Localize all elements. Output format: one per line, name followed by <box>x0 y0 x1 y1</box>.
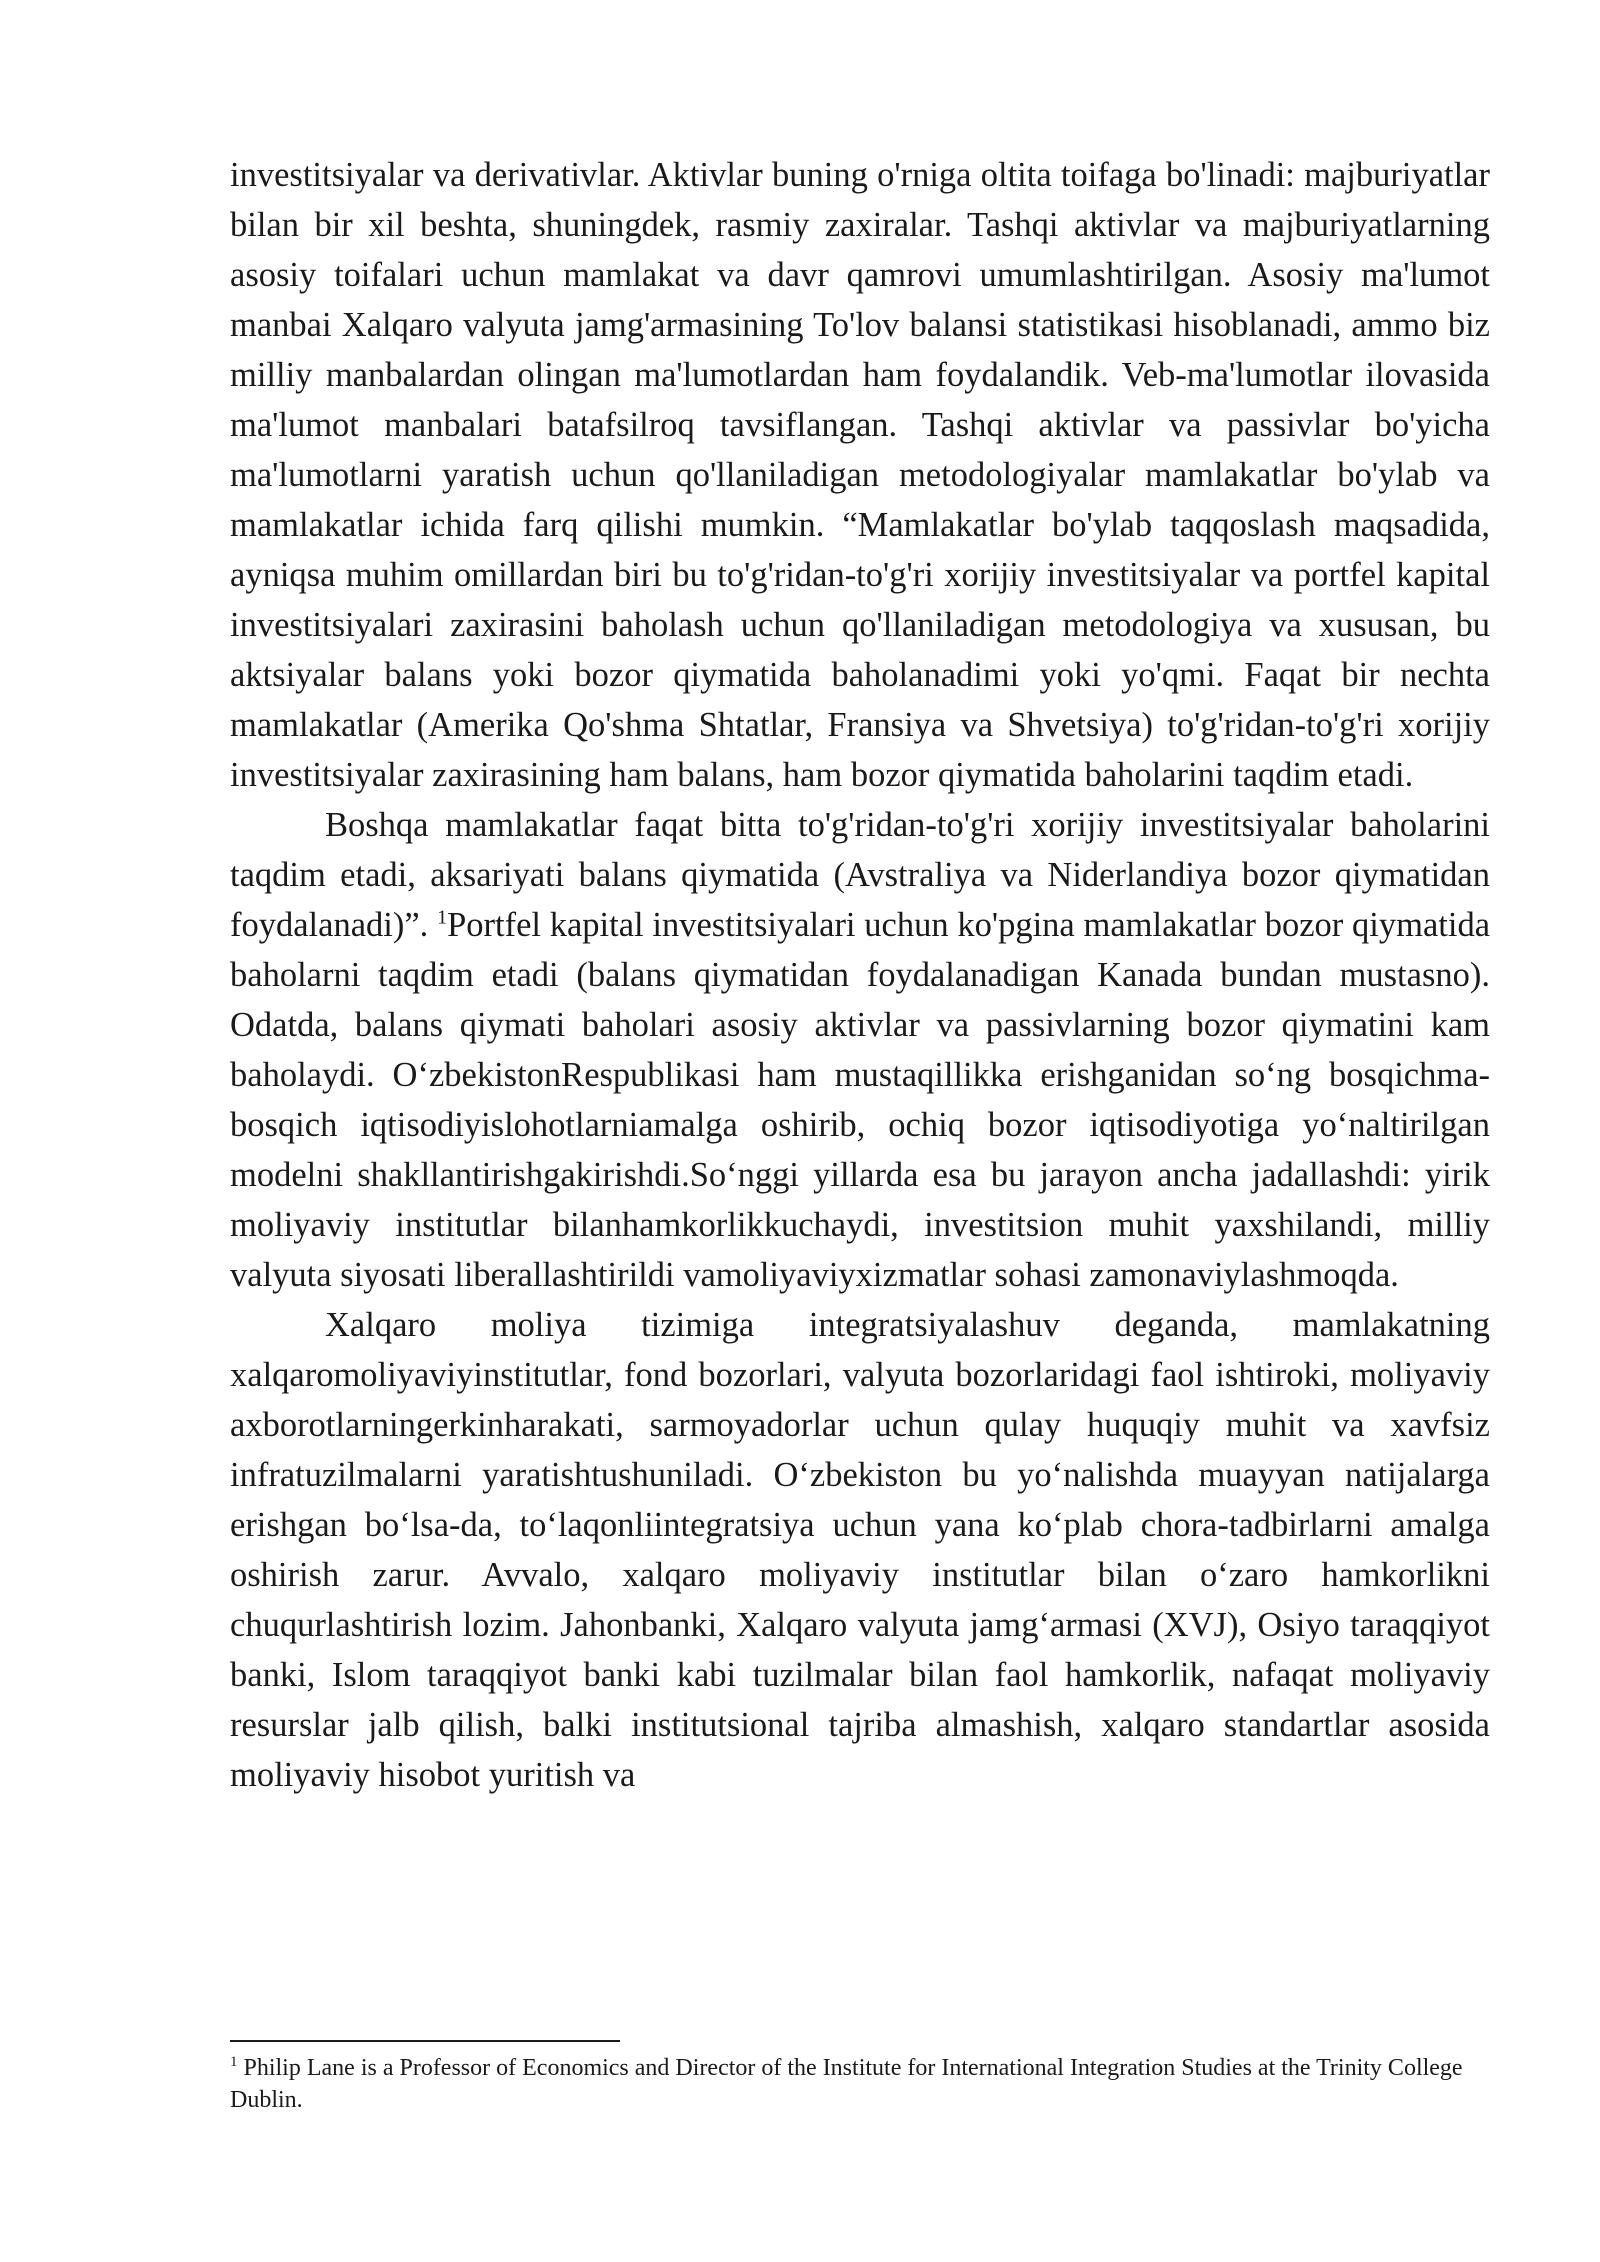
paragraph-2-start: Boshqa mamlakatlar faqat bitta to'g'ridan-to'g'ri xorijiy investitsiyalar baholarini taqdim etadi, aksariyati balans qiymatida (Avstraliya va Niderlandiya bozor qiymatidan foydalanadi)”. <box>230 806 1490 944</box>
footnote-divider <box>230 2040 620 2042</box>
footnote-mark: 1 <box>230 2054 238 2070</box>
body-text <box>230 150 1490 1800</box>
footnote-text: Philip Lane is a Professor of Economics and Director of the Institute for International Integration Studies at the Trinity College Dublin. <box>230 2055 1463 2113</box>
footnote <box>230 2052 1490 2116</box>
paragraph-3: Xalqaro moliya tizimiga integratsiyalashuv deganda, mamlakatning xalqaromoliyaviyinstitutlar, fond bozorlari, valyuta bozorlaridagi faol ishtiroki, moliyaviy axborotlarningerkinharakati, sarmoyadorlar uchun qulay huquqiy muhit va xavfsiz infratuzilmalarni yaratishtushuniladi. O‘zbekiston bu yo‘nalishda muayyan natijalarga erishgan bo‘lsa-da, to‘laqonliintegratsiya uchun yana ko‘plab chora-tadbirlarni amalga oshirish zarur. Avvalo, xalqaro moliyaviy institutlar bilan o‘zaro hamkorlikni chuqurlashtirish lozim. Jahonbanki, Xalqaro valyuta jamg‘armasi (XVJ), Osiyo taraqqiyot banki, Islom taraqqiyot banki kabi tuzilmalar bilan faol hamkorlik, nafaqat moliyaviy resurslar jalb qilish, balki institutsional tajriba almashish, xalqaro standartlar asosida moliyaviy hisobot yuritish va <box>230 1306 1490 1794</box>
footnote-reference[interactable]: 1 <box>437 906 448 929</box>
paragraph-2-rest: Portfel kapital investitsiyalari uchun ko'pgina mamlakatlar bozor qiymatida baholarni taqdim etadi (balans qiymatidan foydalanadigan Kanada bundan mustasno). Odatda, balans qiymati baholari asosiy aktivlar va passivlarning bozor qiymatini kam baholaydi. O‘zbekistonRespublikasi ham mustaqillikka erishganidan so‘ng bosqichma-bosqich iqtisodiyislohotlarniamalga oshirib, ochiq bozor iqtisodiyotiga yo‘naltirilgan modelni shakllantirishgakirishdi.So‘nggi yillarda esa bu jarayon ancha jadallashdi: yirik moliyaviy institutlar bilanhamkorlikkuchaydi, investitsion muhit yaxshilandi, milliy valyuta siyosati liberallashtirildi vamoliyaviyxizmatlar sohasi zamonaviylashmoqda. <box>230 906 1491 1294</box>
paragraph-2 <box>230 800 1490 1300</box>
paragraph-1: investitsiyalar va derivativlar. Aktivlar buning o'rniga oltita toifaga bo'linadi: majburiyatlar bilan bir xil beshta, shuningdek, rasmiy zaxiralar. Tashqi aktivlar va majburiyatlarning asosiy toifalari uchun mamlakat va davr qamrovi umumlashtirilgan. Asosiy ma'lumot manbai Xalqaro valyuta jamg'armasining To'lov balansi statistikasi hisoblanadi, ammo biz milliy manbalardan olingan ma'lumotlardan ham foydalandik. Veb-ma'lumotlar ilovasida ma'lumot manbalari batafsilroq tavsiflangan. Tashqi aktivlar va passivlar bo'yicha ma'lumotlarni yaratish uchun qo'llaniladigan metodologiyalar mamlakatlar bo'ylab va mamlakatlar ichida farq qilishi mumkin. “Mamlakatlar bo'ylab taqqoslash maqsadida, ayniqsa muhim omillardan biri bu to'g'ridan-to'g'ri xorijiy investitsiyalar va portfel kapital investitsiyalari zaxirasini baholash uchun qo'llaniladigan metodologiya va xususan, bu aktsiyalar balans yoki bozor qiymatida baholanadimi yoki yo'qmi. Faqat bir nechta mamlakatlar (Amerika Qo'shma Shtatlar, Fransiya va Shvetsiya) to'g'ridan-to'g'ri xorijiy investitsiyalar zaxirasining ham balans, ham bozor qiymatida baholarini taqdim etadi. <box>230 156 1490 794</box>
